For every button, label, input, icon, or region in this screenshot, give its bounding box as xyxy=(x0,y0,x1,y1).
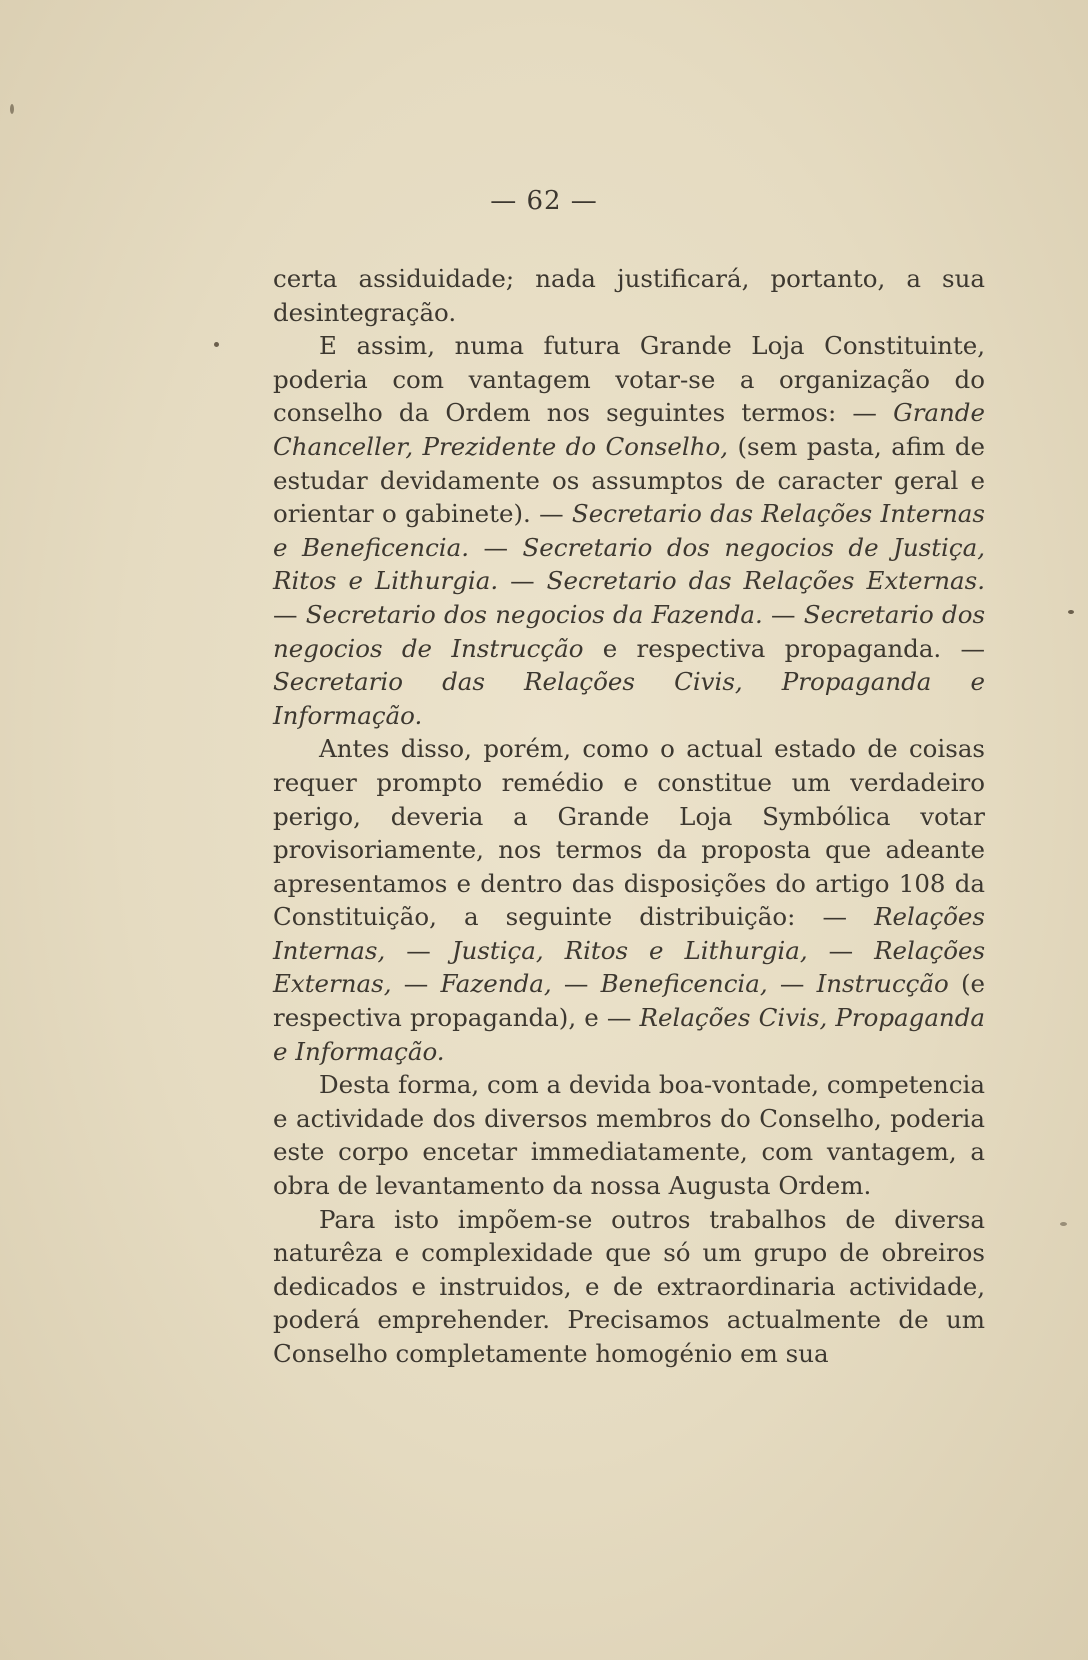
text-run: (e respectiva propaganda), e — xyxy=(273,969,986,1033)
paper-speck xyxy=(1060,1222,1067,1226)
italic-run: Secretario dos negocios de Justiça, Ritos e Lithurgia. xyxy=(273,532,985,596)
italic-run: Beneficencia, xyxy=(600,969,768,999)
text-run: — xyxy=(469,532,523,562)
paper-speck xyxy=(10,104,14,114)
text-run: — xyxy=(807,935,875,965)
italic-run: Secretario dos negocios da Fazenda. xyxy=(305,599,763,629)
italic-run: Relações Civis, Propaganda e Informação. xyxy=(273,1003,985,1066)
italic-run: Secretario das Relações Externas. xyxy=(546,566,985,596)
text-run: Para isto impõem-se outros trabalhos de diversa naturêza e complexidade que só um grupo de obreiros dedicados e instruidos, e de extraordinaria actividade, poderá emprehender. Precisamos actualmente de um Conselho completamente homogénio em sua xyxy=(273,1204,985,1368)
italic-run: Secretario das Relações Internas e Beneficencia. xyxy=(273,499,985,562)
paragraph xyxy=(273,1203,985,1371)
text-run: Desta forma, com a devida boa-vontade, competencia e actividade dos diversos membros do Conselho, poderia este corpo encetar immediatamente, com vantagem, a obra de levantamento da nossa Augusta Ordem. xyxy=(273,1070,985,1201)
italic-run: Secretario dos negocios de Instrucção xyxy=(273,599,986,663)
paper-speck xyxy=(214,342,219,347)
paragraph xyxy=(273,1068,985,1202)
text-run: certa assiduidade; nada justificará, portanto, a sua desintegração. xyxy=(273,264,985,327)
text-run: e respectiva propaganda. — xyxy=(583,633,985,663)
paper-speck xyxy=(1068,610,1074,614)
text-run: (sem pasta, afim de estudar devidamente os assumptos de caracter geral e orientar o gabinete). — xyxy=(273,431,986,529)
italic-run: Justiça, Ritos e Lithurgia, xyxy=(451,935,808,965)
text-run: — xyxy=(551,969,601,999)
text-run: — xyxy=(391,969,441,999)
text-run: — xyxy=(767,969,817,999)
body-text xyxy=(273,262,985,1371)
paragraph xyxy=(273,262,985,329)
italic-run: Fazenda, xyxy=(440,969,552,999)
text-run: Antes disso, porém, como o actual estado de coisas requer prompto remédio e constitue um verdadeiro perigo, deveria a Grande Loja Symbólica votar provisoriamente, nos termos da proposta que adeante apresentamos e dentro das disposições do artigo 108 da Constituição, a seguinte distribuição: — xyxy=(273,734,985,932)
page-number: — 62 — xyxy=(490,186,598,216)
text-run: — xyxy=(385,935,452,965)
italic-run: Secretario das Relações Civis, Propaganda e Informação. xyxy=(273,667,985,730)
paragraph xyxy=(273,329,985,732)
text-run: — xyxy=(762,599,804,629)
text-run: E assim, numa futura Grande Loja Constituinte, poderia com vantagem votar-se a organização do conselho da Ordem nos seguintes termos: — xyxy=(273,331,985,428)
paragraph xyxy=(273,732,985,1068)
italic-run: Grande Chanceller, Prezidente do Conselho, xyxy=(273,398,985,461)
italic-run: Instrucção xyxy=(816,969,949,999)
italic-run: Relações Internas, xyxy=(273,902,985,965)
italic-run: Relações Externas, xyxy=(273,935,986,999)
text-run: — xyxy=(498,566,547,596)
text-run: — xyxy=(273,599,306,629)
